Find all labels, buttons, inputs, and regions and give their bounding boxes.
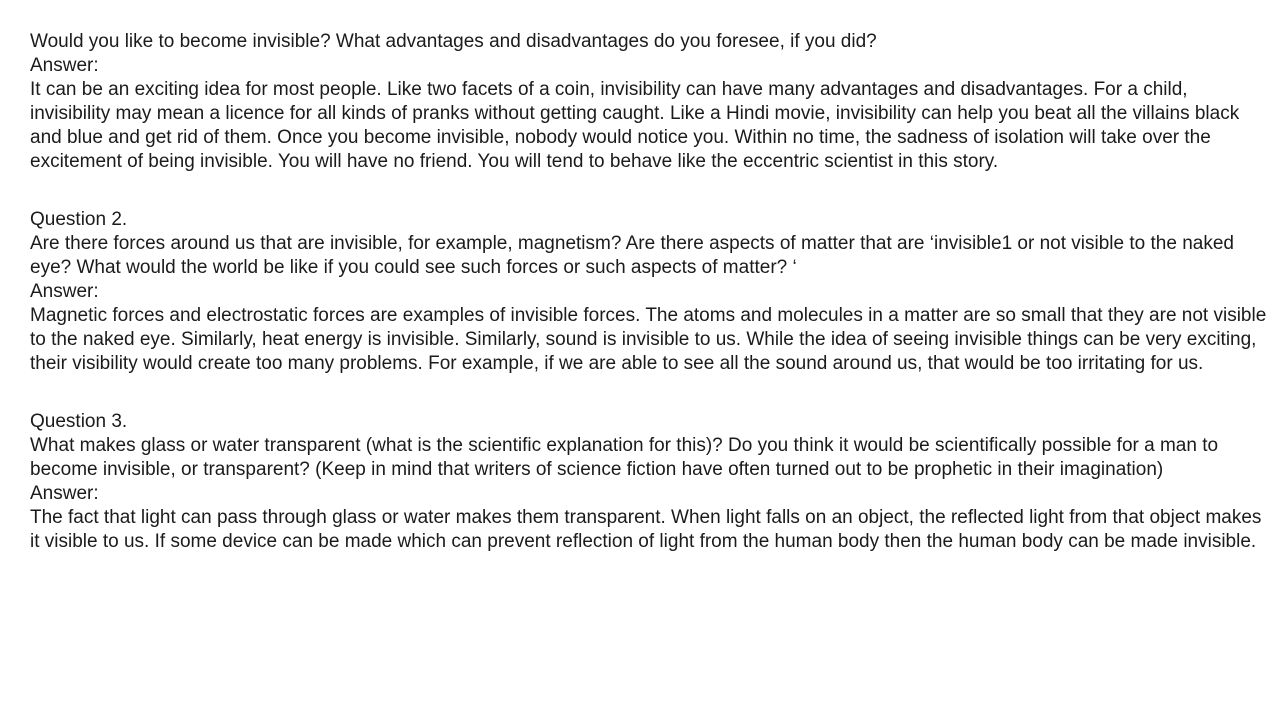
- answer-text: It can be an exciting idea for most people. Like two facets of a coin, invisibility can have many advantages and disadvantages. For a child, invisibility may mean a licence for all kinds of pranks without getting caught. Like a Hindi movie, invisibility can help you beat all the villains black and blue and get rid of them. Once you become invisible, nobody would notice you. Within no time, the sadness of isolation will take over the excitement of being invisible. You will have no friend. You will tend to behave like the eccentric scientist in this story.: [30, 79, 1240, 172]
- qa-block-3: [30, 410, 1270, 554]
- answer-label: Answer:: [30, 281, 99, 302]
- question-text: Would you like to become invisible? What advantages and disadvantages do you foresee, if you did?: [30, 31, 877, 52]
- qa-block-1: [30, 30, 1270, 174]
- qa-block-2: [30, 208, 1270, 376]
- block-spacer: [30, 174, 1270, 208]
- answer-text: The fact that light can pass through glass or water makes them transparent. When light falls on an object, the reflected light from that object makes it visible to us. If some device can be made which can prevent reflection of light from the human body then the human body can be made invisible.: [30, 507, 1262, 552]
- document-page: [30, 30, 1270, 554]
- answer-label: Answer:: [30, 483, 99, 504]
- question-label: Question 2.: [30, 209, 128, 230]
- answer-label: Answer:: [30, 55, 99, 76]
- block-spacer: [30, 376, 1270, 410]
- answer-text: Magnetic forces and electrostatic forces are examples of invisible forces. The atoms and molecules in a matter are so small that they are not visible to the naked eye. Similarly, heat energy is invisible. Similarly, sound is invisible to us. While the idea of seeing invisible things can be very exciting, their visibility would create too many problems. For example, if we are able to see all the sound around us, that would be too irritating for us.: [30, 305, 1267, 374]
- question-text: What makes glass or water transparent (what is the scientific explanation for this)? Do you think it would be scientifically possible for a man to become invisible, or transparent? (Keep in mind that writers of science fiction have often turned out to be prophetic in their imagination): [30, 435, 1219, 480]
- question-text: Are there forces around us that are invisible, for example, magnetism? Are there aspects of matter that are ‘invisible1 or not visible to the naked eye? What would the world be like if you could see such forces or such aspects of matter? ‘: [30, 233, 1234, 278]
- question-label: Question 3.: [30, 411, 128, 432]
